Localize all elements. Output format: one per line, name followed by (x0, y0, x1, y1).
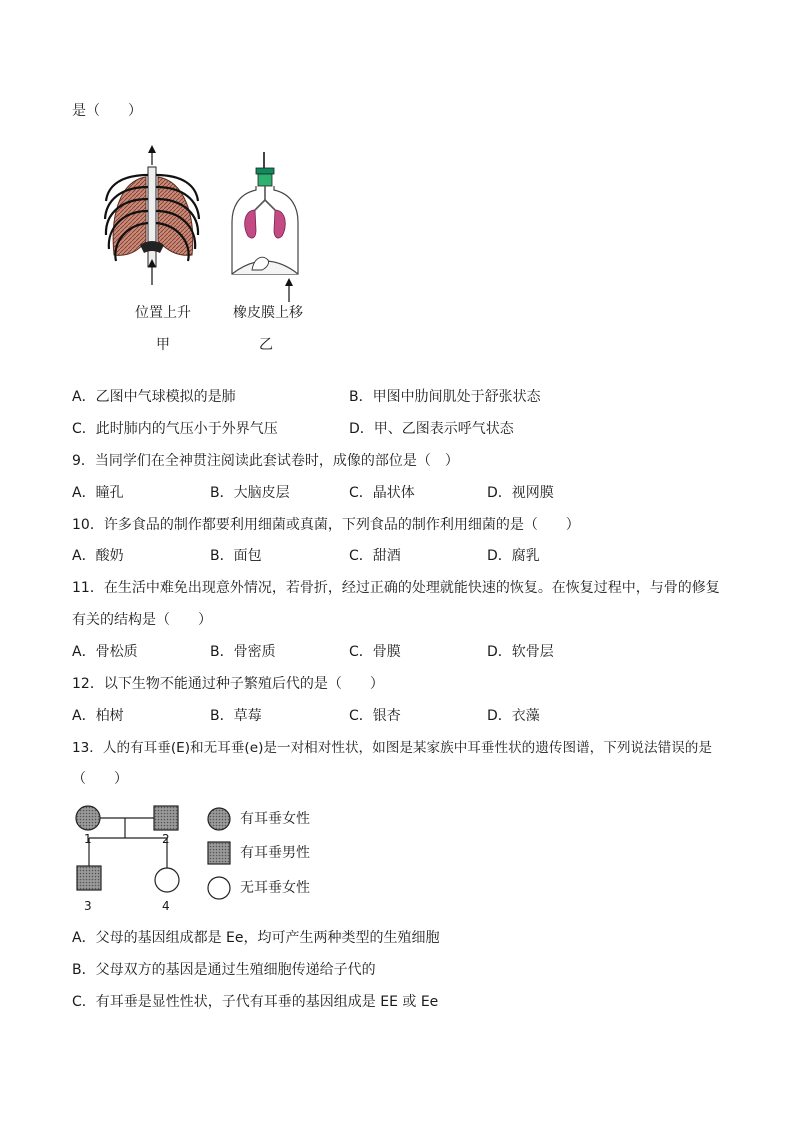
pedigree-number-4: 4 (162, 899, 170, 913)
pedigree-chart (70, 800, 200, 910)
q11-stem-line2: 有关的结构是（ ） (72, 612, 212, 628)
q13-option-a: A．父母的基因组成都是 Ee，均可产生两种类型的生殖细胞 (72, 930, 440, 946)
q11-option-d: D．软骨层 (487, 644, 554, 660)
figure-label-jia: 甲 (156, 337, 170, 353)
legend-female-earlobe-symbol (208, 808, 230, 830)
q11-option-c: C．骨膜 (349, 644, 401, 660)
legend-female-no-earlobe-symbol (208, 877, 230, 899)
bell-jar-caption: 橡皮膜上移 (233, 305, 303, 321)
pedigree-member-4 (155, 868, 179, 892)
q10-option-c: C．甜酒 (349, 548, 401, 564)
legend-label-female-earlobe: 有耳垂女性 (240, 811, 310, 827)
q8-option-d: D．甲、乙图表示呼气状态 (349, 421, 514, 437)
q10-option-d: D．腐乳 (487, 548, 540, 564)
pedigree-legend-symbols (206, 806, 234, 902)
figure-label-yi: 乙 (259, 337, 273, 353)
q9-option-d: D．视网膜 (487, 485, 554, 501)
q12-option-a: A．柏树 (72, 708, 124, 724)
q11-option-a: A．骨松质 (72, 644, 138, 660)
q11-option-b: B．骨密质 (210, 644, 276, 660)
q9-option-b: B．大脑皮层 (210, 485, 290, 501)
pedigree-member-2 (154, 806, 178, 830)
pedigree-member-1 (76, 806, 100, 830)
bell-jar-model-figure (228, 152, 306, 302)
pedigree-number-1: 1 (84, 832, 92, 846)
q9-option-c: C．晶状体 (349, 485, 415, 501)
q8-option-b: B．甲图中肋间肌处于舒张状态 (349, 389, 541, 405)
q13-stem-line2: （ ） (72, 771, 128, 787)
q13-stem-line1: 13．人的有耳垂(E)和无耳垂(e)是一对相对性状，如图是某家族中耳垂性状的遗传图谱，下列说法错误的是 (72, 740, 712, 756)
legend-label-female-no-earlobe: 无耳垂女性 (240, 880, 310, 896)
q8-option-c: C．此时肺内的气压小于外界气压 (72, 421, 278, 437)
ribcage-figure (100, 145, 210, 285)
legend-male-earlobe-symbol (208, 842, 230, 864)
q12-option-d: D．衣藻 (487, 708, 540, 724)
q12-option-b: B．草莓 (210, 708, 262, 724)
pedigree-number-3: 3 (84, 899, 92, 913)
q9-stem: 9．当同学们在全神贯注阅读此套试卷时，成像的部位是（ ） (72, 453, 459, 469)
q10-option-a: A．酸奶 (72, 548, 124, 564)
pedigree-member-3 (77, 866, 101, 890)
legend-label-male-earlobe: 有耳垂男性 (240, 845, 310, 861)
q12-option-c: C．银杏 (349, 708, 401, 724)
pedigree-number-2: 2 (162, 832, 170, 846)
q10-option-b: B．面包 (210, 548, 262, 564)
q8-option-a: A．乙图中气球模拟的是肺 (72, 389, 236, 405)
q13-option-b: B．父母双方的基因是通过生殖细胞传递给子代的 (72, 962, 376, 978)
q11-stem-line1: 11．在生活中难免出现意外情况，若骨折，经过正确的处理就能快速的恢复。在恢复过程中，与骨的修复 (72, 580, 720, 596)
q10-stem: 10．许多食品的制作都要利用细菌或真菌，下列食品的制作利用细菌的是（ ） (72, 517, 580, 533)
q13-option-c: C．有耳垂是显性性状，子代有耳垂的基因组成是 EE 或 Ee (72, 994, 439, 1010)
q12-stem: 12．以下生物不能通过种子繁殖后代的是（ ） (72, 676, 384, 692)
ribcage-caption: 位置上升 (135, 305, 191, 321)
question-8-stem-tail: 是（ ） (72, 103, 142, 119)
q9-option-a: A．瞳孔 (72, 485, 124, 501)
